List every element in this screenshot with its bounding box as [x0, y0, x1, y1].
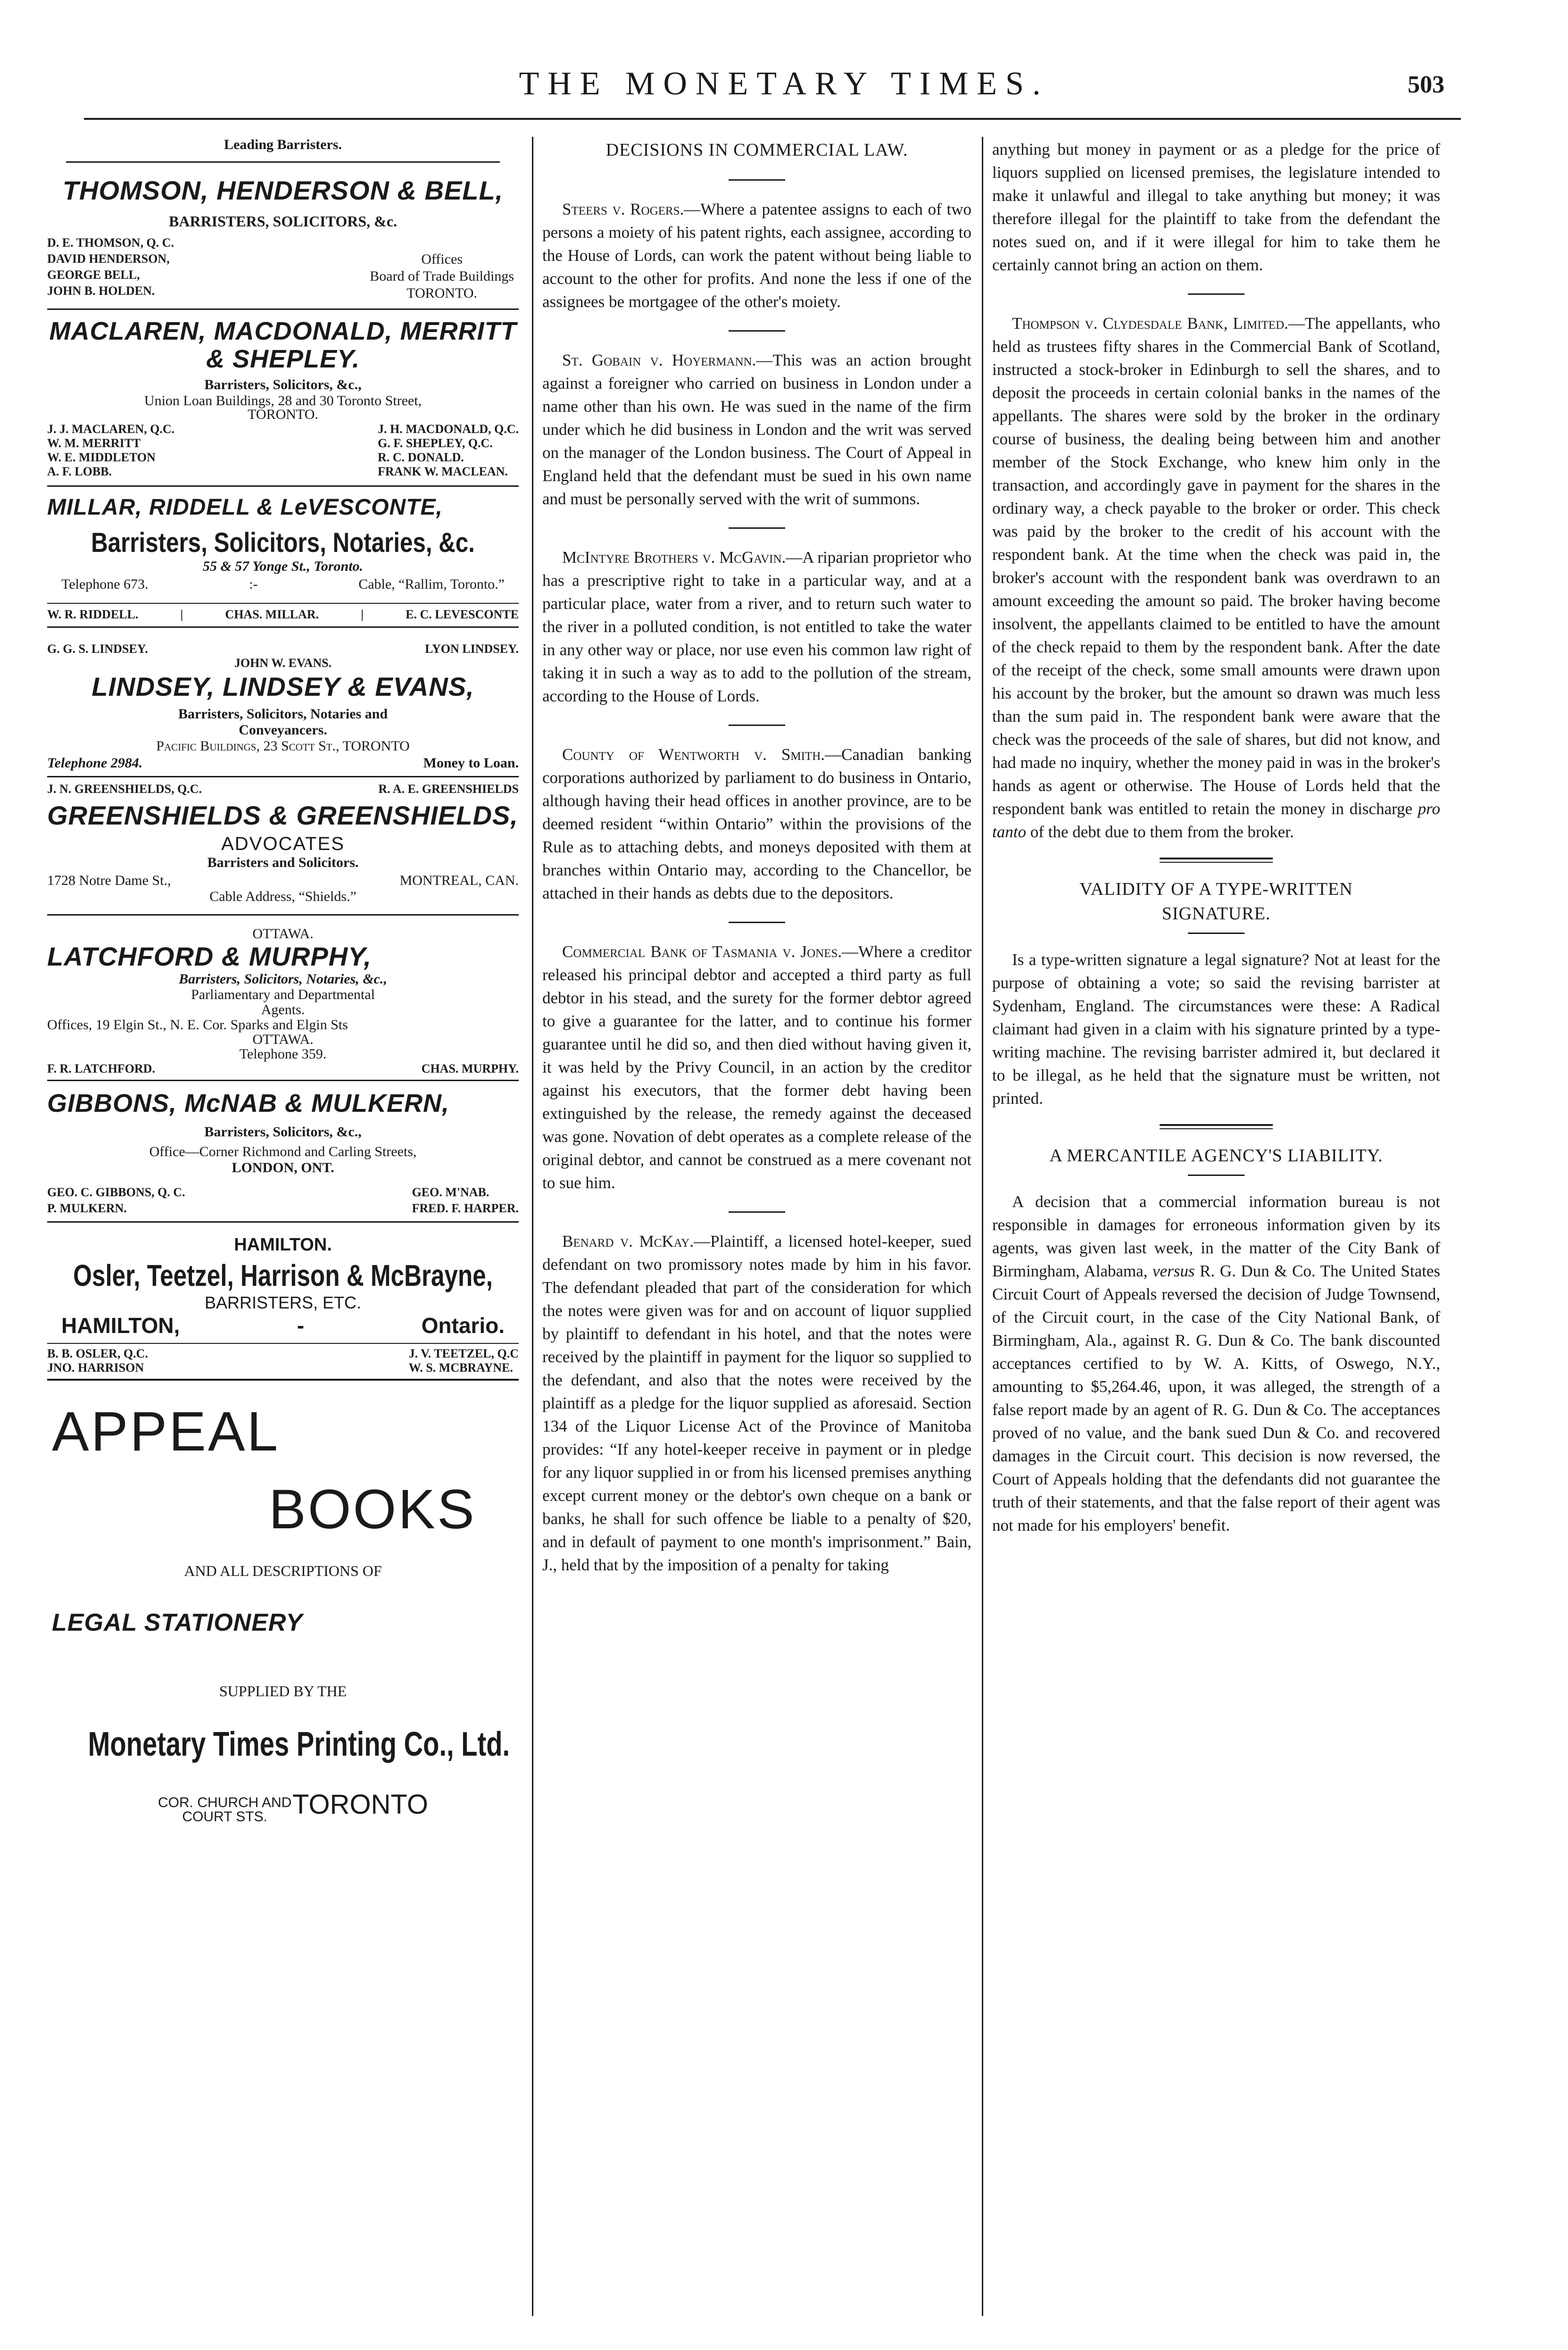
- rule: [47, 603, 519, 604]
- partner: P. MULKERN.: [47, 1201, 127, 1216]
- firm-name: GREENSHIELDS & GREENSHIELDS,: [47, 800, 518, 830]
- appeal-word: APPEAL: [52, 1400, 280, 1463]
- headline-line: SIGNATURE.: [1161, 904, 1271, 924]
- partner: GEO. C. GIBBONS, Q. C.: [47, 1185, 185, 1200]
- rule: [47, 1379, 519, 1381]
- ad-lindsey: [47, 642, 519, 771]
- separator: :-: [249, 576, 258, 592]
- ad-latchford: [47, 926, 519, 1076]
- agency-headline: A MERCANTILE AGENCY'S LIABILITY.: [1049, 1146, 1383, 1166]
- case-text: —Where a patentee assigns to each of two persons a moiety of his patent rights, each assignee, according to the House of Lords, can work the patent without being liable to account to the other for profits. And none the less if one of the assignees be mortgagee of the other's moiety.: [542, 200, 971, 311]
- double-rule: [1160, 1124, 1273, 1129]
- partner: J. V. TEETZEL, Q.C: [408, 1347, 519, 1361]
- ad-appeal-books: [47, 1400, 519, 1881]
- money-to-loan: Money to Loan.: [423, 755, 519, 771]
- rule: [729, 527, 785, 529]
- case: [542, 940, 971, 1194]
- firm-subtitle: Barristers, Solicitors, &c.,: [204, 1124, 362, 1140]
- rule: [729, 179, 785, 181]
- case-text: —Where a creditor released his principal debtor and accepted a third party as full debtor in his stead, and the surety for the former debtor agreed to give a guarantee for the latter, and to continue his former guarantee until he did so, and then died without having given it, it was held by the Privy Council, in an action by the creditor against his executors, that the former debt having been extinguished by the release, the remedy against the deceased was gone. Novation of debt operates as a complete release of the original debtor, and cannot be construed as a mere covenant not to sue him.: [542, 942, 971, 1192]
- double-rule: [1160, 858, 1273, 863]
- firm-subtitle: Barristers, Solicitors, &c.,: [204, 377, 362, 393]
- company-name: Monetary Times Printing Co., Ltd.: [88, 1725, 510, 1764]
- rule: [47, 308, 519, 310]
- legal-stationery: LEGAL STATIONERY: [52, 1609, 303, 1637]
- ad-thomson: [47, 176, 519, 302]
- ad-millar: [47, 495, 519, 622]
- address: 55 & 57 Yonge St., Toronto.: [202, 558, 364, 575]
- firm-name: MILLAR, RIDDELL & LeVESCONTE,: [47, 495, 443, 520]
- office: Office—Corner Richmond and Carling Streets,: [149, 1144, 417, 1160]
- place: OTTAWA.: [252, 926, 314, 942]
- page-number: 503: [1408, 71, 1444, 98]
- column-divider-2: [982, 137, 983, 2316]
- case-text: —A riparian proprietor who has a prescriptive right to take in a particular way, and at a particular place, water from a river, and to return such water to the river in a polluted condition, is not entitled to take the water in any other way or place, nor use even his common law right of taking it in such a way as to add to the pollution of the stream, according to the House of Lords.: [542, 548, 971, 705]
- partner: JOHN B. HOLDEN.: [47, 283, 155, 298]
- advocates: ADVOCATES: [221, 833, 345, 855]
- headline-line: VALIDITY OF A TYPE-WRITTEN: [1079, 879, 1353, 899]
- case-name: McIntyre Brothers v. McGavin.: [562, 548, 786, 567]
- partner: JNO. HARRISON: [47, 1361, 144, 1375]
- firm-subtitle-2: Conveyancers.: [239, 722, 327, 738]
- firm-name: MACLAREN, MACDONALD, MERRITT: [49, 317, 517, 345]
- line: Agents.: [261, 1001, 305, 1017]
- divider: |: [361, 608, 364, 622]
- rule: [729, 725, 785, 726]
- partner: FRANK W. MACLEAN.: [378, 465, 508, 479]
- place: HAMILTON.: [234, 1235, 332, 1255]
- partner: CHAS. MILLAR.: [225, 608, 319, 622]
- address: Union Loan Buildings, 28 and 30 Toronto Street,: [144, 393, 422, 409]
- partner: G. G. S. LINDSEY.: [47, 642, 148, 656]
- rule: [1188, 293, 1244, 295]
- firm-name: Osler, Teetzel, Harrison & McBrayne,: [73, 1258, 493, 1293]
- telephone: Telephone 673.: [61, 576, 149, 592]
- city: MONTREAL, CAN.: [399, 873, 519, 889]
- ad-greenshields: [47, 782, 519, 905]
- dash: -: [297, 1313, 305, 1338]
- partner: E. C. LEVESCONTE: [406, 608, 519, 622]
- case-name: County of Wentworth v. Smith.: [562, 745, 825, 764]
- firm-name: GIBBONS, McNAB & MULKERN,: [47, 1089, 450, 1117]
- partner: R. C. DONALD.: [378, 450, 464, 465]
- case-name: Steers v. Rogers.: [562, 200, 684, 218]
- partner: B. B. OSLER, Q.C.: [47, 1347, 148, 1361]
- column-divider-1: [532, 137, 533, 2316]
- rule: [47, 626, 519, 628]
- ad-maclaren: [47, 317, 519, 479]
- cable: Cable, “Rallim, Toronto.”: [358, 576, 505, 592]
- article-text-2: R. G. Dun & Co. The United States Circuit Court of Appeals reversed the decision of Judge Townsend, of the Circuit court, in the case of the City National Bank, of Birmingham, Ala., against R. G. Dun & Co. The bank discounted acceptances certified to by W. A. Kitts, of Oswego, N.Y., amounting to $5,264.46, upon, it was alleged, the strength of a false report made by an agent of R. G. Dun & Co. The acceptances proved of no value, and the bank sued Dun & Co. and recovered damages in the Circuit court. This decision is now reversed, the Court of Appeals holding that the defendants did not guarantee the truth of their statements, and that the false report of their agent was not made for his employers' benefit.: [992, 1262, 1441, 1534]
- article-text: A decision that a commercial information bureau is not responsible in damages for erroneous information given by its agents, was given last week, in the matter of the City Bank of Birmingham, Alabama,: [992, 1192, 1440, 1280]
- agency-article: [992, 1190, 1440, 1537]
- offices-place: Board of Trade Buildings: [370, 268, 514, 284]
- firm-subtitle: Barristers, Solicitors, Notaries, &c.,: [179, 971, 387, 987]
- address: COR. CHURCH AND: [158, 1795, 292, 1811]
- partner: A. F. LOBB.: [47, 465, 112, 479]
- city: TORONTO.: [407, 285, 477, 301]
- partner: W. E. MIDDLETON: [47, 450, 156, 465]
- italic-phrase: pro tanto: [992, 800, 1440, 841]
- line: Parliamentary and Departmental: [191, 986, 375, 1002]
- firm-subtitle: Barristers, Solicitors, Notaries, &c.: [91, 527, 475, 558]
- firm-name-2: & SHEPLEY.: [206, 344, 360, 373]
- telephone: Telephone 359.: [239, 1046, 327, 1062]
- firm-subtitle: Barristers, Solicitors, Notaries and: [178, 706, 388, 722]
- partner: LYON LINDSEY.: [425, 642, 519, 656]
- partner: GEO. M'NAB.: [412, 1185, 489, 1200]
- case-name: Commercial Bank of Tasmania v. Jones.: [562, 942, 842, 961]
- case: [542, 349, 971, 510]
- column-2: [542, 138, 971, 1576]
- italic-word: versus: [1153, 1262, 1195, 1280]
- supplied-by: SUPPLIED BY THE: [219, 1683, 347, 1700]
- case-name: Benard v. McKay.: [562, 1232, 694, 1250]
- partner: J. H. MACDONALD, Q.C.: [378, 422, 519, 436]
- offices-label: Offices: [421, 251, 463, 267]
- case: [992, 312, 1440, 843]
- city: TORONTO: [292, 1789, 428, 1820]
- city: OTTAWA.: [252, 1031, 314, 1047]
- rule: [729, 1211, 785, 1213]
- province: Ontario.: [421, 1313, 505, 1338]
- case-text: —Plaintiff, a licensed hotel-keeper, sued defendant on two promissory notes made by him in his favor. The defendant pleaded that part of the consideration for which the notes were given was for and on account of liquor supplied by plaintiff to defendant in his hotel, and that the notes were received by the plaintiff in payment for the liquor so supplied to the defendant, and also that the notes were received by the plaintiff as a pledge for the liquor supplied as aforesaid. Section 134 of the Liquor License Act of the Province of Manitoba provides: “If any hotel-keeper receive in payment or in pledge for any liquor supplied in or from his licensed premises anything except current money or the debtor's own cheque on a bank or banks, he shall for such offence be liable to a penalty of $20, and in default of payment to one month's imprisonment.” Bain, J., held that by the imposition of a penalty for taking: [542, 1232, 971, 1574]
- running-title: THE MONETARY TIMES.: [519, 66, 1049, 102]
- city: LONDON, ONT.: [232, 1160, 334, 1176]
- ad-gibbons: [47, 1090, 519, 1217]
- divider: |: [180, 608, 183, 622]
- ad-osler: [47, 1235, 519, 1375]
- partner: FRED. F. HARPER.: [412, 1201, 519, 1216]
- partner: DAVID HENDERSON,: [47, 251, 170, 266]
- case: [542, 198, 971, 313]
- continuation-paragraph: anything but money in payment or as a pledge for the price of liquors supplied on licensed premises, the legislature intended to make it unlawful and illegal to take anything but money; it was therefore illegal for the plaintiff to take from the defendant the notes sued on, and if it were illegal for him to take them he certainly cannot bring an action on them.: [992, 140, 1440, 274]
- ads-column: [47, 137, 519, 1881]
- offices: Offices, 19 Elgin St., N. E. Cor. Sparks and Elgin Sts: [47, 1017, 348, 1033]
- address: COURT STS.: [182, 1809, 267, 1825]
- telephone: Telephone 2984.: [47, 755, 143, 771]
- cable: Cable Address, “Shields.”: [209, 889, 357, 905]
- firm-subtitle: BARRISTERS, ETC.: [204, 1293, 362, 1313]
- firm-name: LINDSEY, LINDSEY & EVANS,: [91, 672, 474, 702]
- partner: CHAS. MURPHY.: [421, 1061, 519, 1075]
- firm-name: THOMSON, HENDERSON & BELL,: [62, 175, 504, 205]
- partner: D. E. THOMSON, Q. C.: [47, 235, 174, 250]
- city: HAMILTON,: [61, 1313, 180, 1338]
- partner: G. F. SHEPLEY, Q.C.: [378, 436, 493, 450]
- rule: [1188, 1175, 1244, 1176]
- case-name: Thompson v. Clydesdale Bank, Limited.: [1012, 314, 1288, 333]
- partner: W. M. MERRITT: [47, 436, 141, 450]
- firm-name: LATCHFORD & MURPHY,: [47, 942, 372, 972]
- rule: [47, 1343, 519, 1344]
- partner: JOHN W. EVANS.: [234, 656, 332, 670]
- firm-subtitle: Barristers and Solicitors.: [207, 855, 359, 871]
- typewritten-article: Is a type-written signature a legal signature? Not at least for the purpose of obtaining a vote; so said the revising barrister at Sydenham, England. The circumstances were these: A Radical claimant had given in a claim with his signature printed by a type-writing machine. The revising barrister admired it, but declared it to be illegal, as he held that the signature must be written, not printed.: [992, 950, 1440, 1108]
- partner: R. A. E. GREENSHIELDS: [378, 782, 519, 796]
- column-3: [992, 138, 1440, 1537]
- partner: GEORGE BELL,: [47, 267, 140, 282]
- rule: [47, 485, 519, 487]
- case-name: St. Gobain v. Hoyermann.: [562, 351, 756, 369]
- case-text: —This was an action brought against a foreigner who carried on business in London under a name other than his own. He was sued in the name of the firm under which he did business in London and the writ was served on the manager of the London business. The Court of Appeal in England held that the defendant must be sued in his own name and must be personally served with the writ of summons.: [542, 351, 971, 508]
- case-text: —The appellants, who held as trustees fifty shares in the Commercial Bank of Scotland, instructed a stock-broker in Edinburgh to sell the shares, and to deposit the proceeds in certain colonial banks in the names of the appellants. The shares were sold by the broker in the ordinary course of business, the dealing being between him and another member of the Stock Exchange, who knew him only in the transaction, and accordingly gave in payment for the shares in the ordinary way, a check payable to the broker or order. This check was paid by the broker to the credit of his account with the respondent bank. At the time when the check was paid in, the broker's account with the respondent bank was overdrawn to an amount exceeding the amount so paid. The broker having become insolvent, the appellants claimed to be entitled to have the amount of the check repaid to them by the respondent bank. After the date of the receipt of the check, some small amounts were drawn upon his account by the broker, but the amount so drawn was much less than the sum paid in. The respondent bank were aware that the check was the proceeds of the sale of shares, but did not know, and had made no inquiry, whether the money paid in was in the broker's hands as agent or otherwise. The House of Lords held that the respondent bank was entitled to retain the money in discharge: [992, 314, 1440, 818]
- case-text: —Canadian banking corporations authorized by parliament to do business in Ontario, although having their head offices in another province, are to be deemed resident “within Ontario” within the provisions of the Rule as to attaching debts, and moneys deposited with them at branches within Ontario may, according to the Chancellor, be attached in their hands as debts due to the depositors.: [542, 745, 971, 902]
- partner: W. R. RIDDELL.: [47, 608, 139, 622]
- rule: [47, 1080, 519, 1081]
- descriptions-line: AND ALL DESCRIPTIONS OF: [184, 1562, 382, 1580]
- column-2-headline: DECISIONS IN COMMERCIAL LAW.: [606, 140, 908, 160]
- rule: [1188, 933, 1244, 934]
- address: Pacific Buildings, 23 Scott St., TORONTO: [156, 738, 410, 754]
- case: [542, 546, 971, 708]
- rule: [729, 330, 785, 332]
- partner: J. J. MACLAREN, Q.C.: [47, 422, 175, 436]
- section-title: Leading Barristers.: [224, 137, 342, 152]
- partner: F. R. LATCHFORD.: [47, 1061, 155, 1075]
- header-rule: [84, 118, 1461, 120]
- typewritten-headline: [992, 877, 1440, 926]
- rule: [729, 922, 785, 923]
- firm-subtitle: BARRISTERS, SOLICITORS, &c.: [169, 212, 397, 230]
- partner: J. N. GREENSHIELDS, Q.C.: [47, 782, 202, 796]
- partner: W. S. MCBRAYNE.: [408, 1361, 513, 1375]
- city: TORONTO.: [248, 407, 318, 423]
- case: [542, 1230, 971, 1576]
- rule: [47, 1221, 519, 1223]
- rule: [47, 914, 519, 916]
- case-text-end: of the debt due to them from the broker.: [1030, 823, 1294, 841]
- address: 1728 Notre Dame St.,: [47, 873, 171, 889]
- rule: [47, 776, 519, 777]
- rule: [66, 161, 500, 163]
- books-word: BOOKS: [269, 1478, 476, 1541]
- case: [542, 743, 971, 905]
